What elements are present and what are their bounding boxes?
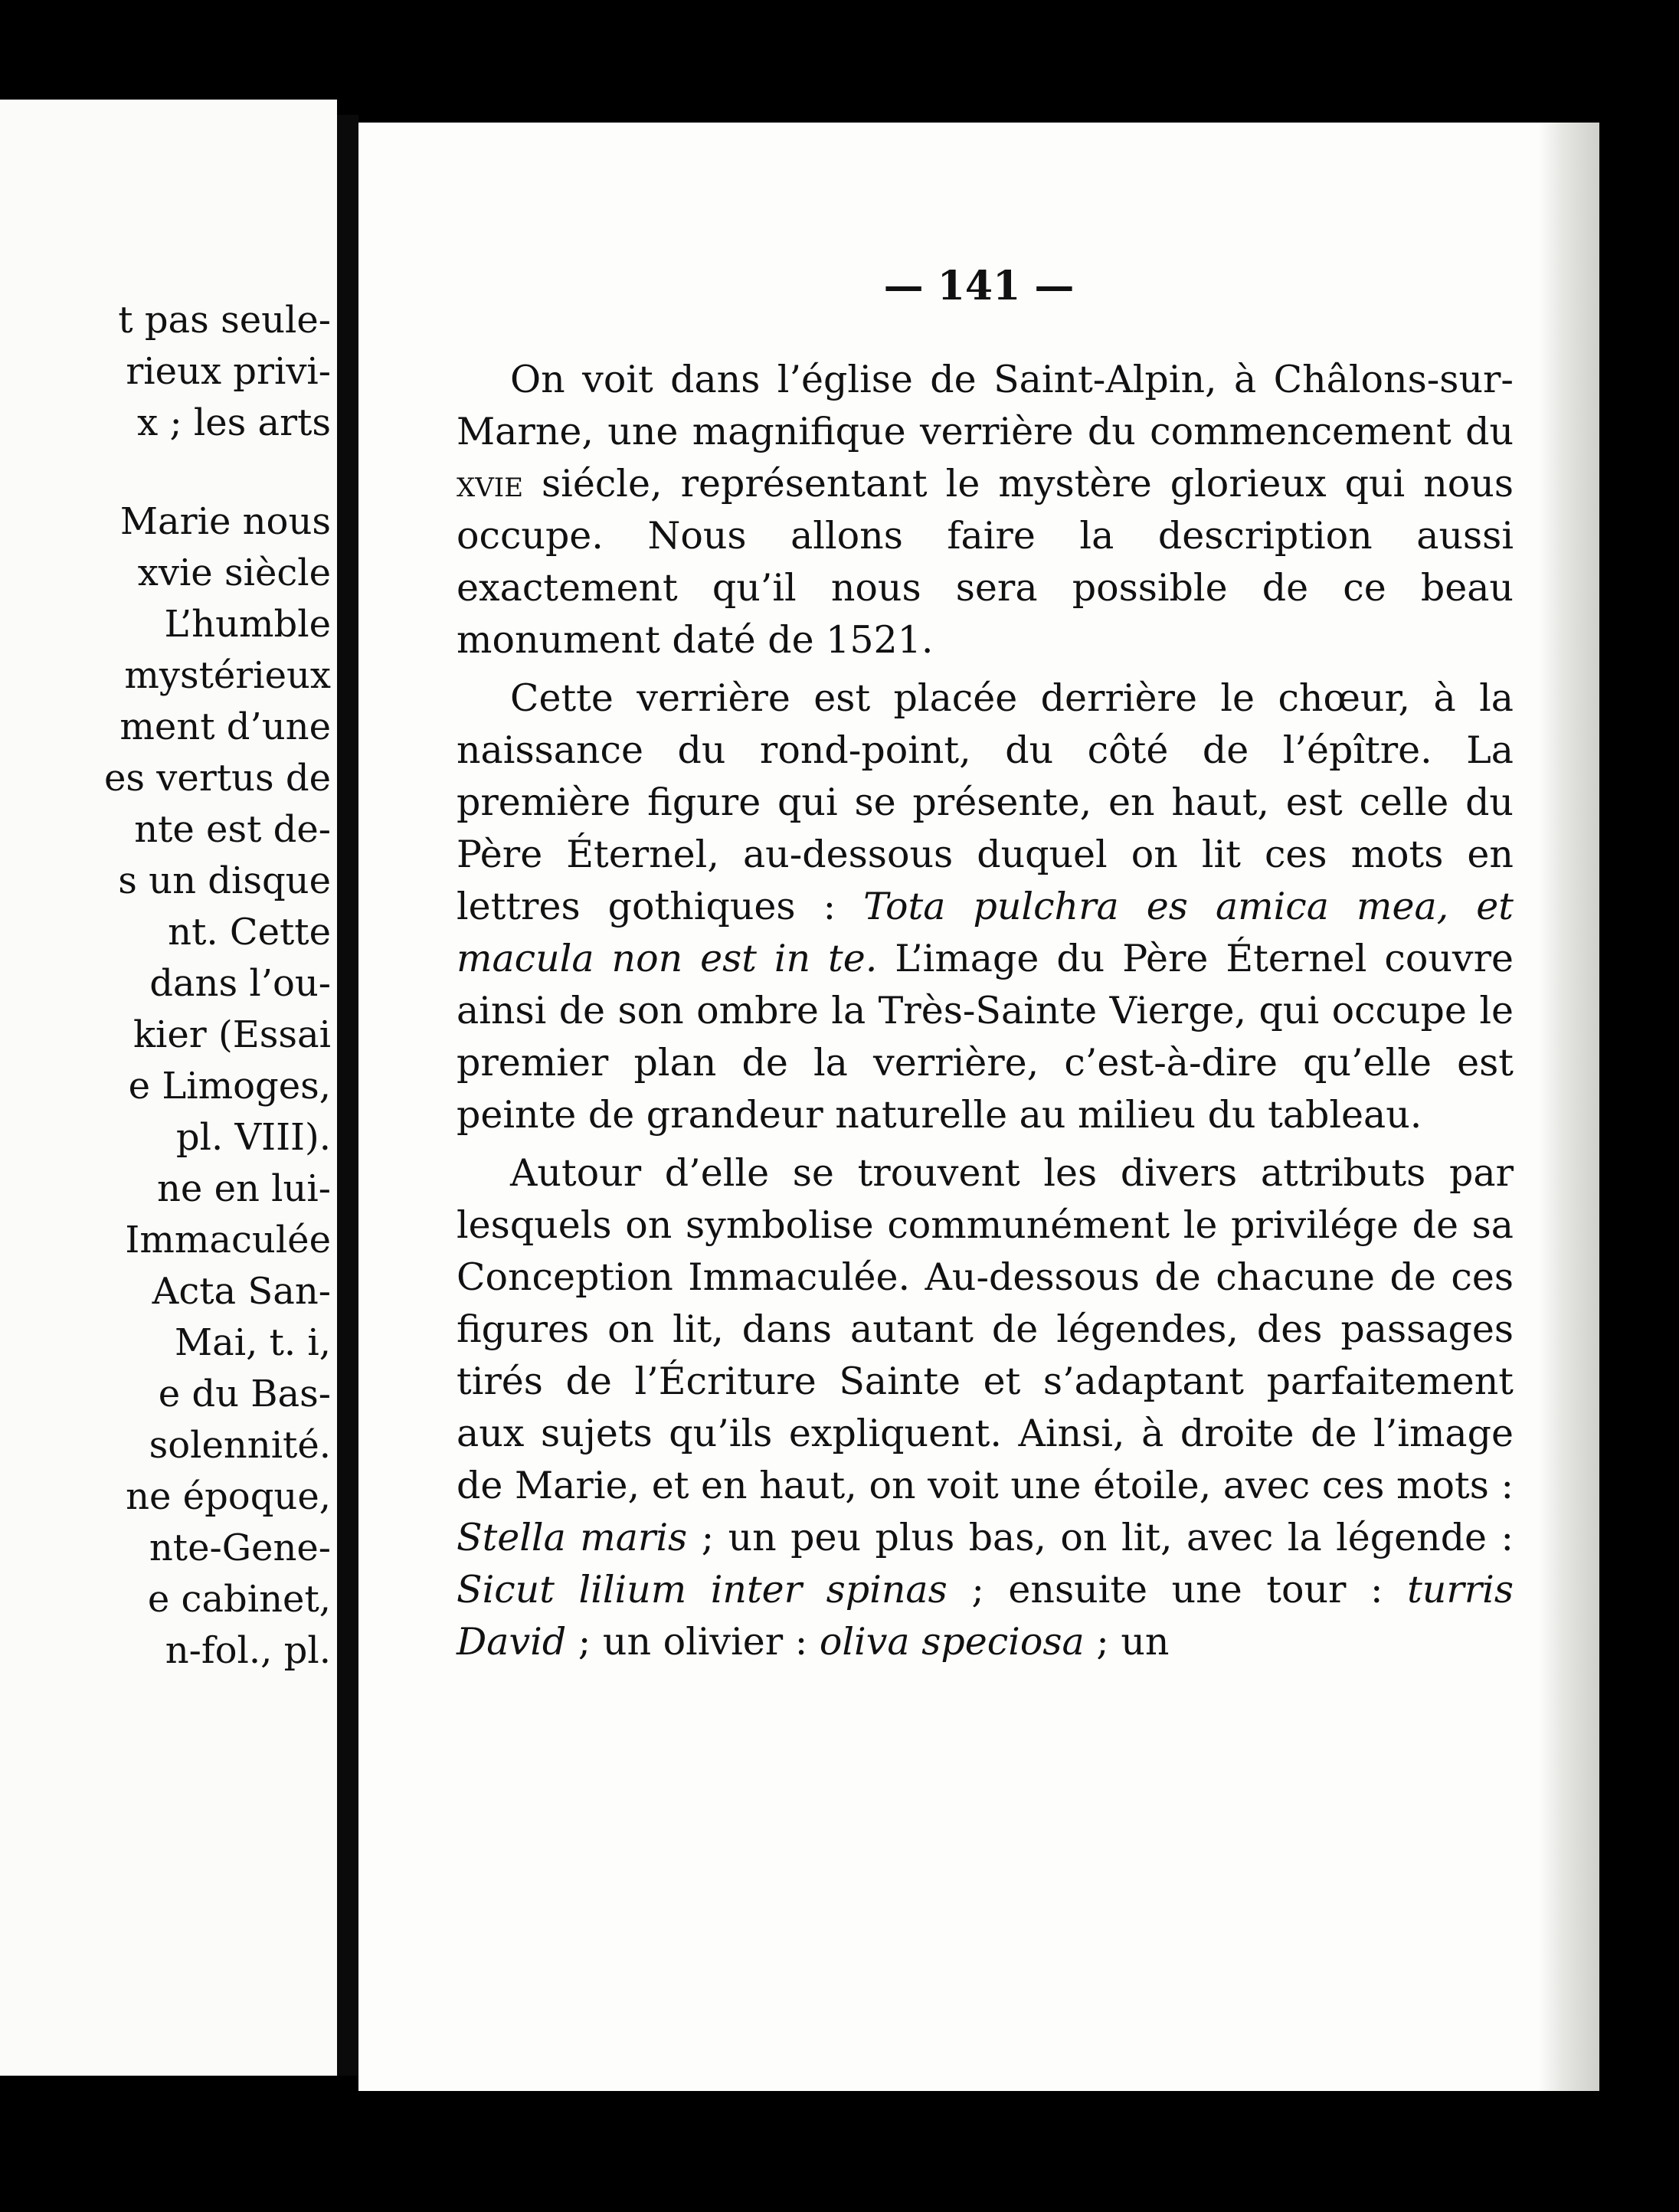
latin-quote: Tota pulchra es amica mea, et macula non est in te. [457,885,1514,980]
left-page-line: es vertus de [104,757,331,800]
left-page-line: e cabinet, [147,1578,331,1621]
left-page-line: dans l’ou- [149,962,331,1005]
left-page-line: L’humble [164,603,331,646]
left-page-line: x ; les arts [137,401,331,444]
left-page-line: Mai, t. i, [174,1321,331,1364]
paragraph-3: Autour d’elle se trouvent les divers attributs par lesquels on symbolise communément le privilége de sa Conception Immaculée. Au-dessous de chacune de ces figures on lit, dans autant de légendes, des passages tirés de l’Écriture Sainte et s’adaptant parfaitement aux sujets qu’ils expliquent. Ainsi, à droite de l’image de Marie, et en haut, on voit une étoile, avec ces mots : Stella maris ; un peu plus bas, on lit, avec la légende : Sicut lilium inter spinas ; ensuite une tour : turris David ; un olivier : oliva speciosa ; un [457,1151,1514,1664]
left-page-line: mystérieux [124,654,331,697]
left-page-line: Immaculée [125,1219,331,1261]
paragraph-1: On voit dans l’église de Saint-Alpin, à Châlons-sur-Marne, une magnifique verrière du commencement du xvie siécle, représentant le mystère glorieux qui nous occupe. Nous allons faire la description aussi exactement qu’il nous sera possible de ce beau monument daté de 1521. [457,358,1514,662]
left-page-line: kier (Essai [133,1013,331,1056]
left-page-line: nte est de- [134,808,331,851]
book-spine [337,115,358,2076]
left-page-line: nte-Gene- [149,1526,331,1569]
main-text [457,354,1514,1674]
left-page-line: e du Bas- [158,1373,331,1415]
left-page-line: ne époque, [126,1475,331,1518]
latin-quote: Sicut lilium inter spinas [457,1568,948,1612]
page-edge [1538,123,1599,2091]
right-page [358,123,1599,2091]
left-page-line: pl. VIII). [175,1116,331,1159]
left-page-line: t pas seule- [118,299,331,342]
left-page-line: Marie nous [119,500,331,543]
left-page-line: Acta San- [152,1270,331,1313]
page-number: — 141 — [883,263,1075,309]
left-page [0,100,337,2076]
left-page-line: s un disque [118,859,331,902]
left-page-line: xvie siècle [137,551,331,594]
left-page-line: ne en lui- [157,1167,331,1210]
left-page-line: ment d’une [119,705,331,748]
latin-quote: turris David [457,1568,1514,1664]
left-page-line: nt. Cette [168,911,331,954]
left-page-line: solennité. [149,1424,331,1467]
latin-quote: Stella maris [457,1516,688,1559]
left-page-line: rieux privi- [126,350,331,393]
left-page-line: e Limoges, [128,1065,331,1108]
latin-quote: oliva speciosa [819,1620,1085,1664]
paragraph-2: Cette verrière est placée derrière le chœur, à la naissance du rond-point, du côté de l’épître. La première figure qui se présente, en haut, est celle du Père Éternel, au-dessous duquel on lit ces mots en lettres gothiques : Tota pulchra es amica mea, et macula non est in te. L’image du Père Éternel couvre ainsi de son ombre la Très-Sainte Vierge, qui occupe le premier plan de la verrière, c’est-à-dire qu’elle est peinte de grandeur naturelle au milieu du tableau. [457,676,1514,1137]
left-page-line: n-fol., pl. [165,1629,331,1672]
